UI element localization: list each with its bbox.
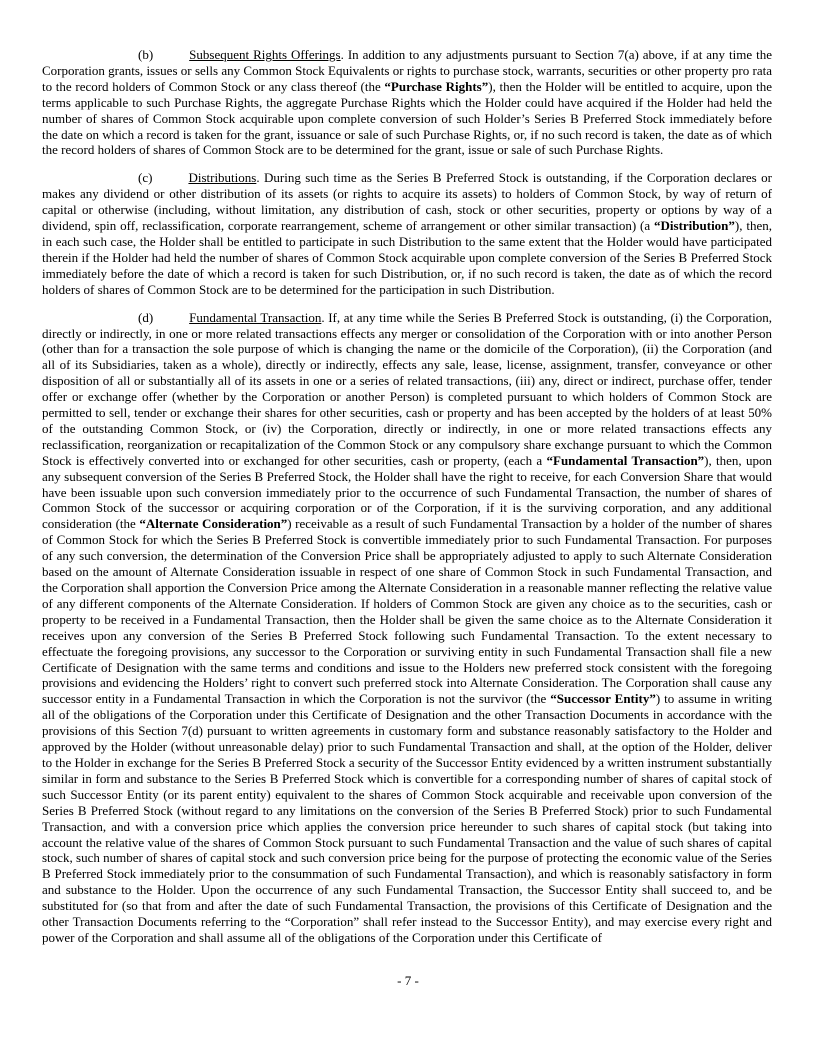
paragraph-label-d: (d) <box>138 309 154 325</box>
text-segment: ), then the Holder will be entitled to acquire, upon the terms applicable to such Purchase Rights, the aggregate Purchase Rights which the Holder could have acquired if the Holder had held the number of shares of Common Stock acquirable upon complete conversion of such Holder’s Series B Preferred Stock immediately before the date on which a record is taken for the grant, issuance or sale of such Purchase Rights, or, if no such record is taken, the date as of which the record holders of shares of Common Stock are to be determined for the grant, issue or sale of such Purchase Rights. <box>42 78 773 158</box>
section-heading-subsequent-rights-offerings: Subsequent Rights Offerings <box>189 47 341 62</box>
defined-term-alternate-consideration: “Alternate Consideration” <box>139 516 288 532</box>
text-segment: . During such time as the Series B Preferred Stock is outstanding, if the Corporation declares or makes any dividend or other distribution of its assets (or rights to acquire its assets) to holders of Common Stock, by way of return of capital or otherwise (including, without limitation, any distribution of cash, stock or other securities, property or options by way of a dividend, spin off, reclassification, corporate rearrangement, scheme of arrangement or other similar transaction) (a <box>42 170 772 234</box>
text-segment: . If, at any time while the Series B Preferred Stock is outstanding, (i) the Corporation, directly or indirectly, in one or more related transactions effects any merger or consolidation of the Corporation with or into another Person (other than for a transaction the sole purpose of which is changing the name or the domicile of the Corporation), (ii) the Corporation (and all of its Subsidiaries, taken as a whole), directly or indirectly, effects any sale, lease, license, assignment, transfer, conveyance or other disposition of all or substantially all of its assets in one or a series of related transactions, (iii) any, direct or indirect, purchase offer, tender offer or exchange offer (whether by the Corporation or another Person) is completed pursuant to which holders of Common Stock are permitted to sell, tender or exchange their shares for other securities, cash or property and has been accepted by the holders of at least 50% of the outstanding Common Stock, or (iv) the Corporation, directly or indirectly, in one or more related transactions effects any reclassification, reorganization or recapitalization of the Common Stock or any compulsory share exchange pursuant to which the Common Stock is effectively converted into or exchanged for other securities, cash or property, (each a <box>42 309 772 468</box>
defined-term-purchase-rights: “Purchase Rights” <box>384 78 489 94</box>
text-segment: ), then, in each such case, the Holder shall be entitled to participate in such Distribution to the same extent that the Holder would have participated therein if the Holder had held the number of shares of Common Stock acquirable upon complete conversion of the Series B Preferred Stock immediately before the date of which a record is taken for such Distribution, or, if no such record is taken, the date as of which the record holders of shares of Common Stock are to be determined for the participation in such Distribution. <box>42 218 773 297</box>
defined-term-distribution: “Distribution” <box>654 218 735 234</box>
defined-term-fundamental-transaction: “Fundamental Transaction” <box>546 452 705 468</box>
defined-term-successor-entity: “Successor Entity” <box>550 691 656 707</box>
paragraph-distributions <box>42 170 772 297</box>
text-segment: ), then, upon any subsequent conversion of the Series B Preferred Stock, the Holder shall have the right to receive, for each Conversion Share that would have been issuable upon such conversion immediately prior to the occurrence of such Fundamental Transaction, the number of shares of Common Stock of the successor or acquiring corporation or of the Corporation, if it is the surviving corporation, and any additional consideration (the <box>42 452 772 532</box>
text-segment: ) receivable as a result of such Fundamental Transaction by a holder of the number of shares of Common Stock for which the Series B Preferred Stock is convertible immediately prior to such Fundamental Transaction. For purposes of any such conversion, the determination of the Conversion Price shall be appropriately adjusted to apply to such Alternate Consideration based on the amount of Alternate Consideration issuable in respect of one share of Common Stock in such Fundamental Transaction, and the Corporation shall apportion the Conversion Price among the Alternate Consideration in a reasonable manner reflecting the relative value of any different components of the Alternate Consideration. If holders of Common Stock are given any choice as to the securities, cash or property to be received in a Fundamental Transaction, then the Holder shall be given the same choice as to the Alternate Consideration it receives upon any conversion of the Series B Preferred Stock following such Fundamental Transaction. To the extent necessary to effectuate the foregoing provisions, any successor to the Corporation or surviving entity in such Fundamental Transaction shall file a new Certificate of Designation with the same terms and conditions and issue to the Holders new preferred stock consistent with the foregoing provisions and evidencing the Holders’ right to convert such preferred stock into Alternate Consideration. The Corporation shall cause any successor entity in a Fundamental Transaction in which the Corporation is not the survivor (the <box>42 516 772 707</box>
section-heading-fundamental-transaction: Fundamental Transaction <box>189 309 322 325</box>
page-number: - 7 - <box>397 973 419 988</box>
paragraph-body-b <box>42 47 772 157</box>
text-segment: . In addition to any adjustments pursuant to Section 7(a) above, if at any time the Corporation grants, issues or sells any Common Stock Equivalents or rights to purchase stock, warrants, securities or other property pro rata to the record holders of Common Stock or any class thereof (the <box>42 47 772 94</box>
paragraph-label-c: (c) <box>138 170 153 186</box>
paragraph-subsequent-rights-offerings <box>42 47 772 158</box>
paragraph-body-d <box>42 310 772 945</box>
text-segment: ) to assume in writing all of the obligations of the Corporation under this Certificate of Designation and the other Transaction Documents in accordance with the provisions of this Section 7(d) pursuant to written agreements in customary form and substance reasonably satisfactory to the Holder and approved by the Holder (without unreasonable delay) prior to such Fundamental Transaction and shall, at the option of the Holder, deliver to the Holder in exchange for the Series B Preferred Stock a security of the Successor Entity evidenced by a written instrument substantially similar in form and substance to the Series B Preferred Stock which is convertible for a corresponding number of shares of capital stock of such Successor Entity (or its parent entity) equivalent to the shares of Common Stock acquirable and receivable upon conversion of the Series B Preferred Stock (without regard to any limitations on the conversion of the Series B Preferred Stock) prior to such Fundamental Transaction, and with a conversion price which applies the conversion price hereunder to such shares of capital stock (but taking into account the relative value of the shares of Common Stock pursuant to such Fundamental Transaction and the value of such shares of capital stock, such number of shares of capital stock and such conversion price being for the purpose of protecting the economic value of the Series B Preferred Stock immediately prior to the consummation of such Fundamental Transaction), and which is reasonably satisfactory in form and substance to the Holder. Upon the occurrence of any such Fundamental Transaction, the Successor Entity shall succeed to, and be substituted for (so that from and after the date of such Fundamental Transaction, the provisions of this Certificate of Designation and the other Transaction Documents referring to the “Corporation” shall refer instead to the Successor Entity), and may exercise every right and power of the Corporation and shall assume all of the obligations of the Corporation under this Certificate of <box>42 691 772 945</box>
paragraph-fundamental-transaction <box>42 310 772 946</box>
section-heading-distributions: Distributions <box>188 170 257 186</box>
paragraph-label-b: (b) <box>138 47 154 62</box>
page-footer <box>0 973 816 989</box>
paragraph-body-c <box>42 170 772 296</box>
